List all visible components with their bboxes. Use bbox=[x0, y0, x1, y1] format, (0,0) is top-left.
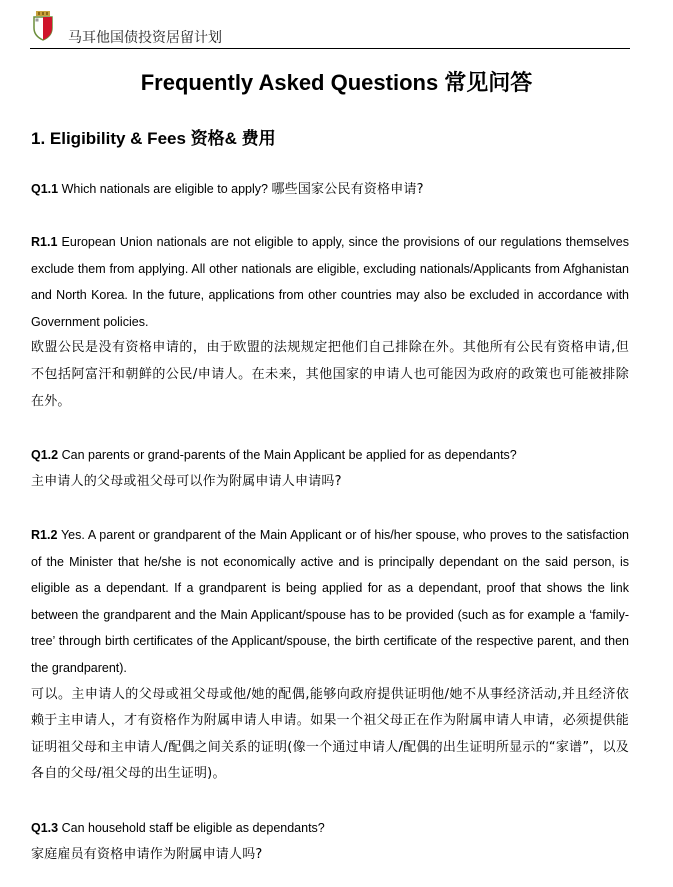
question-q1-3 bbox=[31, 815, 629, 868]
question-text-en-block bbox=[31, 442, 629, 469]
header-program-name: 马耳他国债投资居留计划 bbox=[68, 29, 222, 45]
question-text-zh: 哪些国家公民有资格申请? bbox=[271, 182, 424, 197]
answer-text-en-block bbox=[31, 522, 629, 682]
answer-text-zh: 欧盟公民是没有资格申请的，由于欧盟的法规规定把他们自己排除在外。其他所有公民有资格申请,但不包括阿富汗和朝鲜的公民/申请人。在未来，其他国家的申请人也可能因为政府的政策也可能被排除在外。 bbox=[31, 340, 629, 409]
question-text-en: Can parents or grand-parents of the Main Applicant be applied for as dependants? bbox=[61, 448, 517, 462]
section-heading: 1. Eligibility & Fees 资格& 费用 bbox=[31, 129, 276, 148]
answer-r1-1 bbox=[31, 229, 629, 415]
answer-text-en-block bbox=[31, 229, 629, 335]
answer-r1-2 bbox=[31, 522, 629, 788]
question-text-en: Can household staff be eligible as dependants? bbox=[61, 821, 325, 835]
malta-crest-logo bbox=[32, 11, 54, 41]
question-label: Q1.3 bbox=[31, 821, 59, 835]
question-text-en: Which nationals are eligible to apply? bbox=[61, 182, 268, 196]
question-text-zh: 主申请人的父母或祖父母可以作为附属申请人申请吗? bbox=[31, 473, 342, 489]
question-q1-1 bbox=[31, 176, 629, 204]
answer-text-en: European Union nationals are not eligible to apply, since the provisions of our regulations themselves exclude them from applying. All other nationals are eligible, excluding nationals/Applicants from Afghanistan and North Korea. In the future, applications from other countries may also be excluded in accordance with Government policies. bbox=[31, 235, 629, 329]
answer-text-en: Yes. A parent or grandparent of the Main Applicant or of his/her spouse, who proves to the satisfaction of the Minister that he/she is not economically active and is principally dependant on the said person, is eligible as a dependant. If a grandparent is being applied for as a dependant, proof that shows the link between the grandparent and the Main Applicant/spouse has to be provided (such as for example a ‘family-tree’ through birth certificates of the Applicant/spouse, the birth certificate of the respective parent, and then the grandparent). bbox=[31, 528, 629, 675]
answer-text-zh: 可以。主申请人的父母或祖父母或他/她的配偶,能够向政府提供证明他/她不从事经济活动,并且经济依赖于主申请人，才有资格作为附属申请人申请。如果一个祖父母正在作为附属申请人申请，必须提供能证明祖父母和主申请人/配偶之间关系的证明(像一个通过申请人/配偶的出生证明所显示的“家谱”，以及各自的父母/祖父母的出生证明)。 bbox=[31, 686, 629, 782]
page-header bbox=[30, 10, 630, 49]
answer-label: R1.2 bbox=[31, 528, 58, 542]
question-q1-2 bbox=[31, 442, 629, 495]
page-title: Frequently Asked Questions 常见问答 bbox=[140, 70, 533, 95]
question-label: Q1.2 bbox=[31, 448, 59, 462]
question-label: Q1.1 bbox=[31, 182, 59, 196]
answer-label: R1.1 bbox=[31, 235, 58, 249]
question-text-zh: 家庭雇员有资格申请作为附属申请人吗? bbox=[31, 846, 263, 862]
question-text-en-block bbox=[31, 815, 629, 842]
